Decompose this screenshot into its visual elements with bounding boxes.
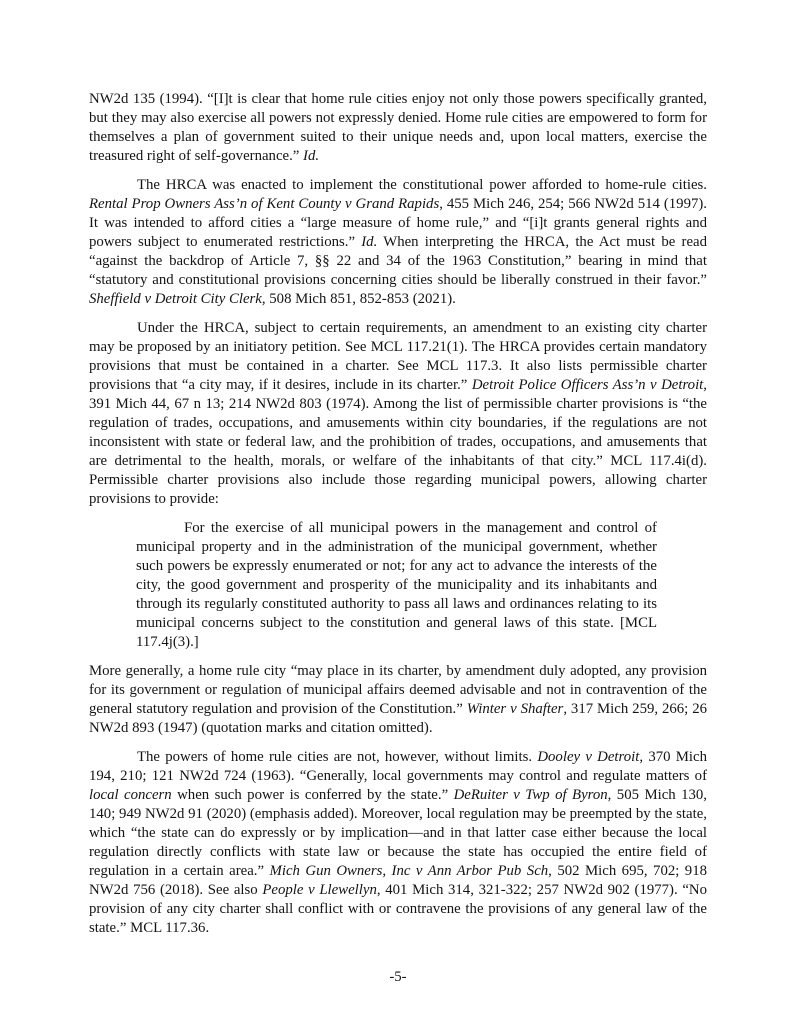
text-run: , 317 Mich 259, 266; 26 NW2d 893 (1947) (quotation marks and citation omitted). (89, 701, 707, 736)
case-citation-winter: Winter v Shafter (466, 701, 564, 717)
continuation-paragraph (89, 90, 707, 166)
text-run: Under the HRCA, subject to certain requirements, an amendment to an existing city charter may be proposed by an initiatory petition. See MCL 117.21(1). The HRCA provides certain mandatory provisions that must be contained in a charter. See MCL 117.3. It also lists permissible charter provisions that “a city may, if it desires, include in its charter.” (89, 320, 707, 393)
mcl-117-4j-block-quote (136, 519, 657, 652)
case-citation-llewellyn: People v Llewellyn (262, 882, 377, 898)
text-run: More generally, a home rule city “may place in its charter, by amendment duly adopted, any provision for its government or regulation of municipal affairs deemed advisable and not in contravention of the general statutory regulation and provision of the Constitution.” (89, 663, 707, 717)
text-run: For the exercise of all municipal powers in the management and control of municipal property and in the administration of the municipal government, whether such powers be expressly enumerated or not; for any act to advance the interests of the city, the good government and prosperity of the municipality and its inhabitants and through its regularly constituted authority to pass all laws and ordinances relating to its municipal concerns subject to the constitution and general laws of this state. [MCL 117.4j(3).] (136, 520, 657, 650)
text-run: , 391 Mich 44, 67 n 13; 214 NW2d 803 (1974). Among the list of permissible charter provisions is “the regulation of trades, occupations, and amusements within city boundaries, if the regulations are not inconsistent with state or federal law, and the prohibition of trades, occupations, and amusements that are detrimental to the health, morals, or welfare of the inhabitants of that city.” MCL 117.4i(d). Permissible charter provisions also include those regarding municipal powers, allowing charter provisions to provide: (89, 377, 707, 507)
case-citation-rental-prop-owners: Rental Prop Owners Ass’n of Kent County v Grand Rapids (89, 196, 440, 212)
id-citation: Id. (361, 234, 378, 250)
charter-amendment-paragraph (89, 319, 707, 509)
text-run: NW2d 135 (1994). “[I]t is clear that home rule cities enjoy not only those powers specifically granted, but they may also exercise all powers not expressly denied. Home rule cities are empowered to form for themselves a plan of government suited to their unique needs and, upon local matters, exercise the treasured right of self-governance.” (89, 91, 707, 164)
emphasis-local-concern: local concern (89, 787, 172, 803)
text-run: , 401 Mich 314, 321-322; 257 NW2d 902 (1977). “No provision of any city charter shall conflict with or contravene the provisions of any general law of the state.” MCL 117.36. (89, 882, 707, 936)
winter-v-shafter-paragraph (89, 662, 707, 738)
case-citation-deruiter: DeRuiter v Twp of Byron (453, 787, 608, 803)
text-run: , 455 Mich 246, 254; 566 NW2d 514 (1997). It was intended to afford cities a “large measure of home rule,” and “[i]t grants general rights and powers subject to enumerated restrictions.” (89, 196, 707, 250)
text-run: , 508 Mich 851, 852-853 (2021). (261, 291, 456, 307)
case-citation-sheffield: Sheffield v Detroit City Clerk (89, 291, 262, 307)
limits-paragraph (89, 748, 707, 938)
page-number: -5- (389, 969, 407, 985)
text-run: When interpreting the HRCA, the Act must be read “against the backdrop of Article 7, §§ 22 and 34 of the 1963 Constitution,” bearing in mind that “statutory and constitutional provisions concerning cities should be liberally construed in their favor.” (89, 234, 707, 288)
case-citation-dooley: Dooley v Detroit (537, 749, 640, 765)
text-run: , 505 Mich 130, 140; 949 NW2d 91 (2020) (emphasis added). Moreover, local regulation may be preempted by the state, which “the state can do expressly or by implication—and in that latter case either because the local regulation directly conflicts with state law or because the state has occupied the entire field of regulation in a certain area.” (89, 787, 708, 879)
text-run: when such power is conferred by the state.” (171, 787, 454, 803)
case-citation-mich-gun-owners: Mich Gun Owners, Inc v Ann Arbor Pub Sch (269, 863, 549, 879)
text-run: , 502 Mich 695, 702; 918 NW2d 756 (2018). See also (89, 863, 708, 898)
text-run: The powers of home rule cities are not, however, without limits. (137, 749, 538, 765)
id-citation: Id. (303, 148, 320, 164)
text-run: The HRCA was enacted to implement the constitutional power afforded to home-rule cities. (137, 177, 707, 193)
text-run: , 370 Mich 194, 210; 121 NW2d 724 (1963). “Generally, local governments may control and regulate matters of (89, 749, 708, 784)
hrca-enacted-paragraph (89, 176, 707, 309)
case-citation-detroit-police-officers: Detroit Police Officers Ass’n v Detroit (471, 377, 704, 393)
